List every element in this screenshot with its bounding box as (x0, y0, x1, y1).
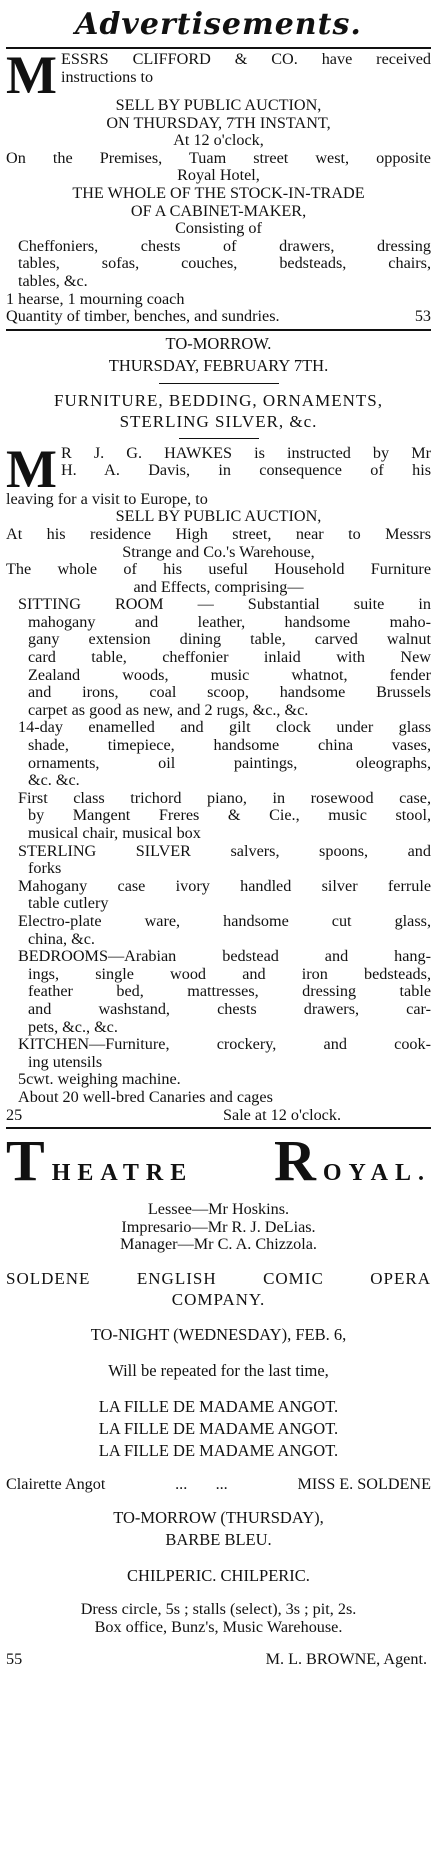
price-line: Box office, Bunz's, Music Warehouse. (94, 1618, 343, 1637)
ad-text-line: On the Premises, Tuam street west, opposite (6, 148, 431, 167)
ad-number: 25 (6, 1105, 23, 1124)
ad-text-line: R J. G. HAWKES is instructed by Mr (60, 444, 431, 462)
masthead-title: Advertisements. (75, 7, 362, 42)
item-line: feather bed, mattresses, dressing table (28, 982, 431, 1001)
item-line: STERLING SILVER salvers, spoons, and (18, 841, 431, 860)
ad-text-line: instructions to (60, 67, 154, 86)
short-divider (159, 383, 279, 384)
title-initial: R (273, 1128, 323, 1194)
ad-text-line (6, 308, 431, 326)
item-list (6, 596, 431, 1106)
ad-text-line: At his residence High street, near to Messrs (6, 524, 431, 543)
item-line: by Mangent Freres & Cie., music stool, (28, 806, 431, 825)
agent-line (6, 1651, 431, 1669)
agent-name: M. L. BROWNE, Agent. (265, 1649, 427, 1668)
ad-text-line: tables, &c. (18, 271, 88, 290)
ad-heading: THURSDAY, FEBRUARY 7TH. (108, 355, 329, 375)
staff-line: Manager—Mr C. A. Chizzola. (120, 1235, 317, 1254)
opera-title: LA FILLE DE MADAME ANGOT. (98, 1440, 339, 1460)
theatre-title (6, 1128, 431, 1194)
item-line: ings, single wood and iron bedsteads, (28, 964, 431, 983)
item-line: pets, &c., &c. (28, 1017, 118, 1036)
cast-line (6, 1476, 431, 1494)
divider (6, 47, 431, 49)
ad-title: STERLING SILVER, &c. (119, 411, 318, 431)
item-line: Electro-plate ware, handsome cut glass, (18, 911, 431, 930)
cast-role: Clairette Angot (6, 1474, 106, 1493)
divider (6, 329, 431, 331)
newspaper-column (6, 0, 431, 1668)
sale-time: Sale at 12 o'clock. (223, 1105, 341, 1124)
drop-cap: M (6, 51, 57, 97)
title-word: HEATRE (51, 1160, 194, 1187)
item-line: &c. &c. (28, 771, 80, 790)
item-line: shade, timepiece, handsome china vases, (28, 736, 431, 755)
ad-text-line: Royal Hotel, (177, 166, 260, 185)
tonight-line: TO-NIGHT (WEDNESDAY), FEB. 6, (90, 1324, 347, 1344)
opera-title: LA FILLE DE MADAME ANGOT. (98, 1418, 339, 1438)
ad-text-line: SELL BY PUBLIC AUCTION, (115, 96, 322, 114)
title-word: OYAL. (322, 1160, 431, 1187)
theatre-royal-ad (6, 1128, 431, 1668)
item-line: SITTING ROOM — Substantial suite in (18, 595, 431, 614)
ad-title: FURNITURE, BEDDING, ORNAMENTS, (54, 390, 383, 410)
ad-text-line: H. A. Davis, in consequence of his (60, 461, 431, 480)
item-line: Mahogany case ivory handled silver ferrule (18, 876, 431, 895)
ad-text-line: At 12 o'clock, (173, 131, 264, 150)
item-line: ing utensils (28, 1052, 103, 1071)
hawkes-auction-ad (6, 333, 431, 1124)
ad-text-line: Strange and Co.'s Warehouse, (122, 542, 315, 561)
ad-number: 55 (6, 1649, 23, 1668)
drop-cap: M (6, 444, 57, 491)
clifford-auction-ad (6, 51, 431, 326)
item-line: china, &c. (28, 929, 95, 948)
title-initial: T (6, 1128, 52, 1194)
staff-line: Impresario—Mr R. J. DeLias. (121, 1217, 316, 1236)
ad-text-line: SELL BY PUBLIC AUCTION, (115, 507, 322, 526)
company-line: SOLDENE ENGLISH COMIC OPERA (6, 1268, 431, 1288)
ad-text-line: and Effects, comprising— (133, 577, 304, 596)
chilperic-line: CHILPERIC. CHILPERIC. (127, 1566, 310, 1586)
item-line: carpet as good as new, and 2 rugs, &c., &c. (28, 700, 309, 719)
ad-text-line: Cheffoniers, chests of drawers, dressing (18, 236, 431, 255)
ad-text-line: leaving for a visit to Europe, to (6, 489, 208, 508)
item-line: forks (28, 859, 62, 878)
item-line: 14-day enamelled and gilt clock under glass (18, 718, 431, 737)
item-line: About 20 well-bred Canaries and cages (18, 1087, 273, 1106)
item-line: card table, cheffonier inlaid with New (28, 648, 431, 667)
item-line: ornaments, oil paintings, oleographs, (28, 753, 431, 772)
tomorrow-line: BARBE BLEU. (165, 1530, 272, 1550)
item-line: table cutlery (28, 894, 109, 913)
staff-line: Lessee—Mr Hoskins. (147, 1200, 290, 1219)
opera-title: LA FILLE DE MADAME ANGOT. (98, 1396, 339, 1416)
repeat-line: Will be repeated for the last time, (108, 1360, 329, 1380)
ad-text-line: OF A CABINET-MAKER, (130, 201, 307, 220)
ad-text-line: tables, sofas, couches, bedsteads, chairs, (18, 254, 431, 273)
company-line: COMPANY. (171, 1289, 266, 1309)
ad-text-line: THE WHOLE OF THE STOCK-IN-TRADE (72, 183, 365, 202)
ad-text-line: The whole of his useful Household Furniture (6, 560, 431, 579)
divider (6, 1127, 431, 1129)
short-divider (179, 438, 259, 439)
price-line: Dress circle, 5s ; stalls (select), 3s ; pit, 2s. (80, 1600, 357, 1619)
item-line: First class trichord piano, in rosewood case, (18, 788, 431, 807)
item-line: 5cwt. weighing machine. (18, 1070, 181, 1089)
cast-dots: ... ... (175, 1474, 228, 1493)
ad-text-line: ESSRS CLIFFORD & CO. have received (60, 51, 431, 68)
tomorrow-line: TO-MORROW (THURSDAY), (113, 1508, 324, 1528)
item-line: Zealand woods, music whatnot, fender (28, 665, 431, 684)
ad-number: 53 (414, 307, 431, 326)
item-line: and irons, coal scoop, handsome Brussels (28, 683, 431, 702)
item-line: and washstand, chests drawers, car- (28, 999, 431, 1018)
ad-footer-line (6, 1107, 431, 1125)
ad-heading: TO-MORROW. (165, 333, 272, 353)
ad-text-line: ON THURSDAY, 7TH INSTANT, (106, 113, 331, 132)
item-line: musical chair, musical box (28, 824, 201, 842)
item-line: KITCHEN—Furniture, crockery, and cook- (18, 1035, 431, 1054)
ad-text-line: Consisting of (175, 219, 262, 238)
ad-text: Quantity of timber, benches, and sundries. (6, 307, 280, 326)
ad-text-line: 1 hearse, 1 mourning coach (6, 289, 185, 308)
item-line: BEDROOMS—Arabian bedstead and hang- (18, 947, 431, 966)
item-line: mahogany and leather, handsome maho- (28, 612, 431, 631)
cast-actor: MISS E. SOLDENE (297, 1474, 431, 1493)
item-line: gany extension dining table, carved walnut (28, 630, 431, 649)
